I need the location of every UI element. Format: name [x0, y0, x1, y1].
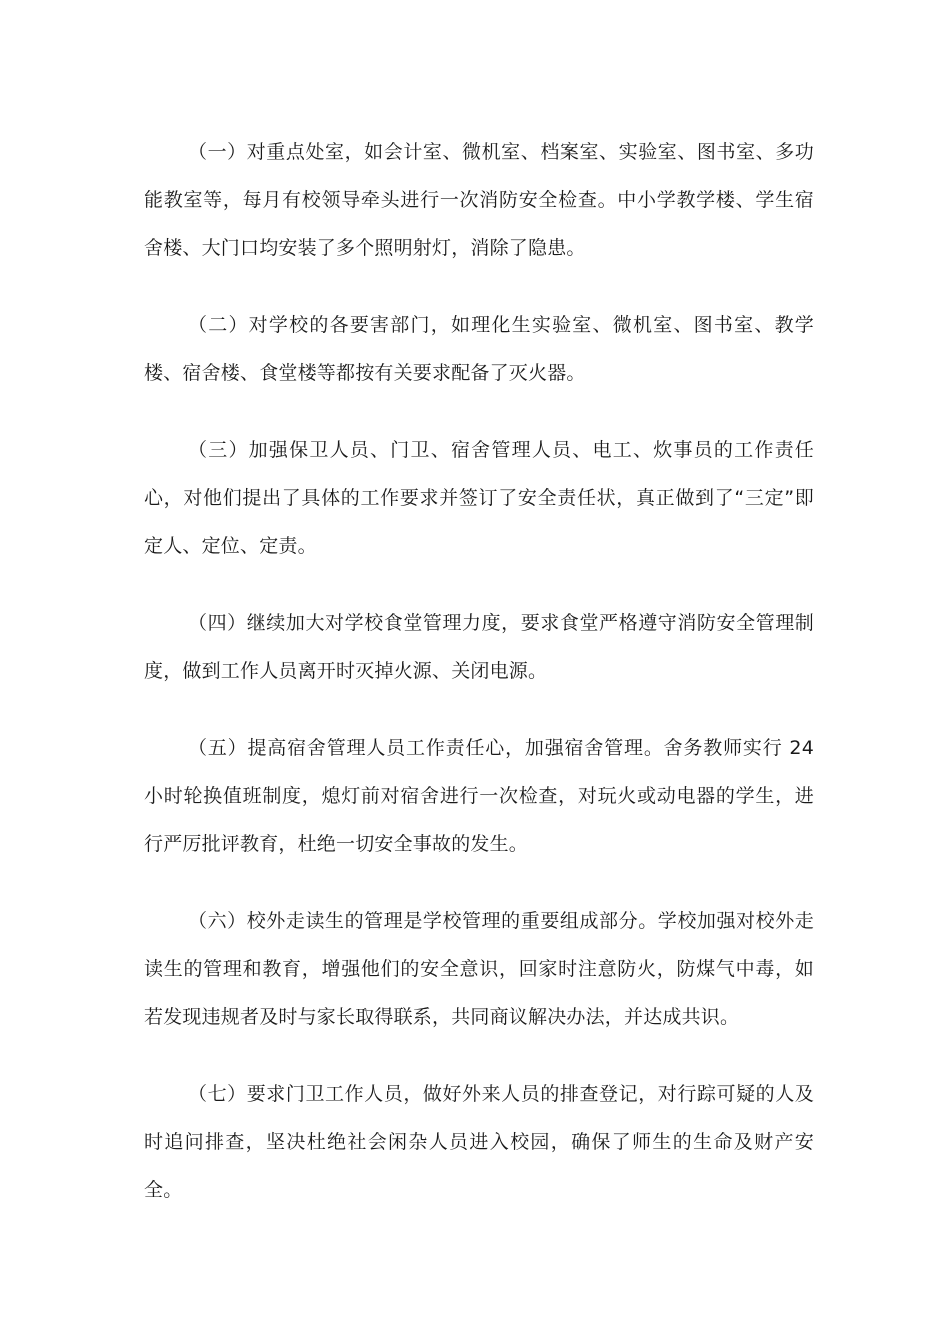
- paragraph-5: （五）提高宿舍管理人员工作责任心，加强宿舍管理。舍务教师实行 24 小时轮换值班制度，熄灯前对宿舍进行一次检查，对玩火或动电器的学生，进行严厉批评教育，杜绝一切安全事故的发生。: [144, 737, 814, 855]
- paragraph-1: （一）对重点处室，如会计室、微机室、档案室、实验室、图书室、多功能教室等，每月有校领导牵头进行一次消防安全检查。中小学教学楼、学生宿舍楼、大门口均安装了多个照明射灯，消除了隐患。: [144, 141, 814, 259]
- paragraph-6: （六）校外走读生的管理是学校管理的重要组成部分。学校加强对校外走读生的管理和教育，增强他们的安全意识，回家时注意防火，防煤气中毒，如若发现违规者及时与家长取得联系，共同商议解决办法，并达成共识。: [144, 910, 814, 1028]
- paragraph-3: （三）加强保卫人员、门卫、宿舍管理人员、电工、炊事员的工作责任心，对他们提出了具体的工作要求并签订了安全责任状，真正做到了“三定”即定人、定位、定责。: [144, 439, 814, 557]
- paragraph-2: （二）对学校的各要害部门，如理化生实验室、微机室、图书室、教学楼、宿舍楼、食堂楼等都按有关要求配备了灭火器。: [144, 314, 814, 384]
- paragraph-7: （七）要求门卫工作人员，做好外来人员的排查登记，对行踪可疑的人及时追问排查，坚决杜绝社会闲杂人员进入校园，确保了师生的生命及财产安全。: [144, 1083, 814, 1201]
- paragraph-4: （四）继续加大对学校食堂管理力度，要求食堂严格遵守消防安全管理制度，做到工作人员离开时灭掉火源、关闭电源。: [144, 612, 814, 682]
- document-body: [144, 128, 814, 1214]
